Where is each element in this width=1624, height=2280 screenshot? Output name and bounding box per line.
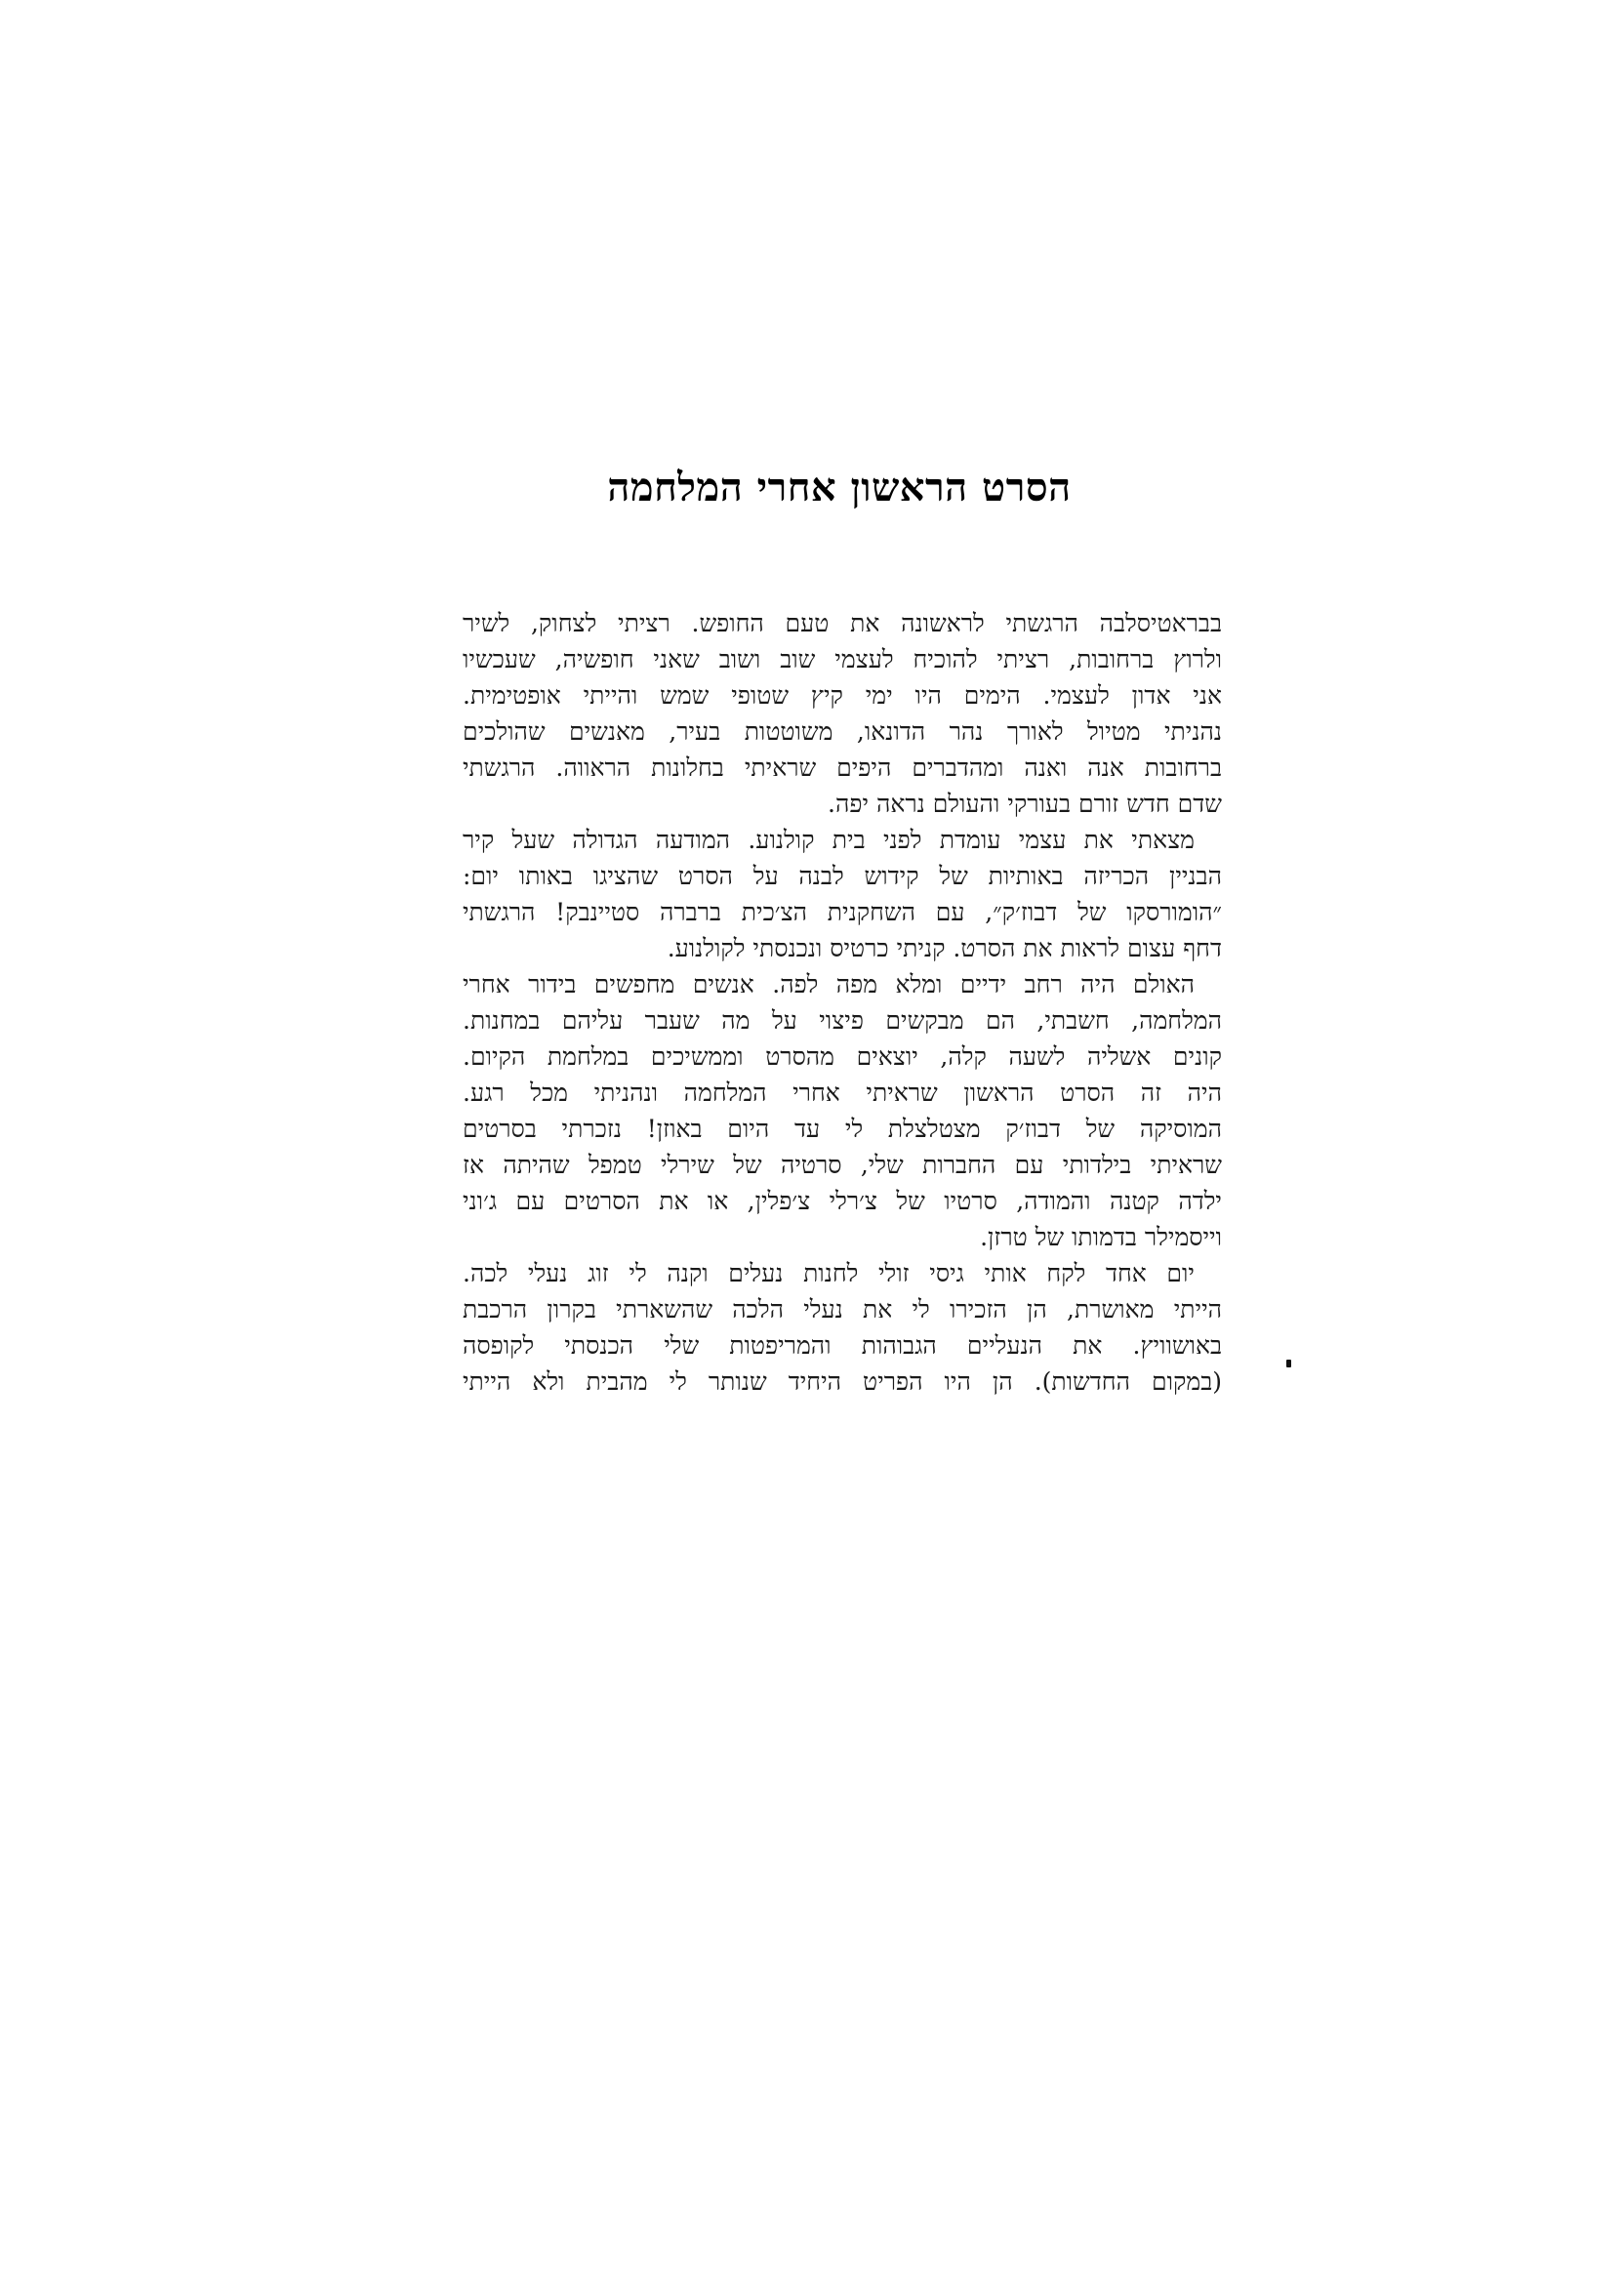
text-line: נהניתי מטיול לאורך נהר הדונאו, משוטטות בעיר, מאנשים שהולכים	[463, 717, 1222, 746]
text-line: (במקום החדשות). הן היו הפריט היחיד שנותר לי מהבית ולא הייתי	[463, 1367, 1222, 1396]
text-line: יום אחד לקח אותי גיסי זולי לחנות נעלים וקנה לי זוג נעלי לכה.	[463, 1259, 1195, 1287]
text-line: שדם חדש זורם בעורקי והעולם נראה יפה.	[828, 790, 1222, 818]
text-line: ולרוץ ברחובות, רציתי להוכיח לעצמי שוב ושוב שאני חופשיה, שעכשיו	[463, 645, 1222, 673]
text-line: דחף עצום לראות את הסרט. קניתי כרטיס ונכנסתי לקולנוע.	[667, 934, 1222, 962]
text-line: ברחובות אנה ואנה ומהדברים היפים שראיתי בחלונות הראווה. הרגשתי	[463, 753, 1222, 782]
text-line: ילדה קטנה והמודה, סרטיו של צ׳רלי צ׳פלין, או את הסרטים עם ג׳וני	[463, 1187, 1222, 1215]
text-line: שראיתי בילדותי עם החברות שלי, סרטיה של שירלי טמפל שהיתה אז	[463, 1151, 1222, 1179]
text-line: באושוויץ. את הנעליים הגבוהות והמריפטות שלי הכנסתי לקופסה	[463, 1331, 1222, 1360]
text-line: הייתי מאושרת, הן הזכירו לי את נעלי הלכה שהשארתי בקרון הרכבת	[463, 1295, 1222, 1323]
margin-mark	[1286, 1360, 1291, 1367]
text-line: בבראטיסלבה הרגשתי לראשונה את טעם החופש. רציתי לצחוק, לשיר	[463, 609, 1222, 637]
text-line: המלחמה, חשבתי, הם מבקשים פיצוי על מה שעבר עליהם במחנות.	[463, 1006, 1222, 1035]
text-line: אני אדון לעצמי. הימים היו ימי קיץ שטופי שמש והייתי אופטימית.	[463, 681, 1222, 710]
text-line: האולם היה רחב ידיים ומלא מפה לפה. אנשים מחפשים בידור אחרי	[463, 970, 1195, 998]
text-line: וייסמילר בדמותו של טרזן.	[980, 1223, 1222, 1251]
text-line: ״הומורסקו של דבוז׳ק״, עם השחקנית הצ׳כית ברברה סטיינבק! הרגשתי	[463, 898, 1222, 926]
text-line: הבניין הכריזה באותיות של קידוש לבנה על הסרט שהציגו באותו יום:	[463, 862, 1222, 890]
text-line: מצאתי את עצמי עומדת לפני בית קולנוע. המודעה הגדולה שעל קיר	[463, 826, 1195, 854]
text-line: המוסיקה של דבוז׳ק מצטלצלת לי עד היום באוזן! נזכרתי בסרטים	[463, 1115, 1222, 1143]
text-line: היה זה הסרט הראשון שראיתי אחרי המלחמה ונהניתי מכל רגע.	[463, 1079, 1222, 1107]
body-text	[463, 605, 1222, 1400]
chapter-title: הסרט הראשון אחרי המלחמה	[607, 465, 1072, 510]
text-line: קונים אשליה לשעה קלה, יוצאים מהסרט וממשיכים במלחמת הקיום.	[463, 1042, 1222, 1071]
